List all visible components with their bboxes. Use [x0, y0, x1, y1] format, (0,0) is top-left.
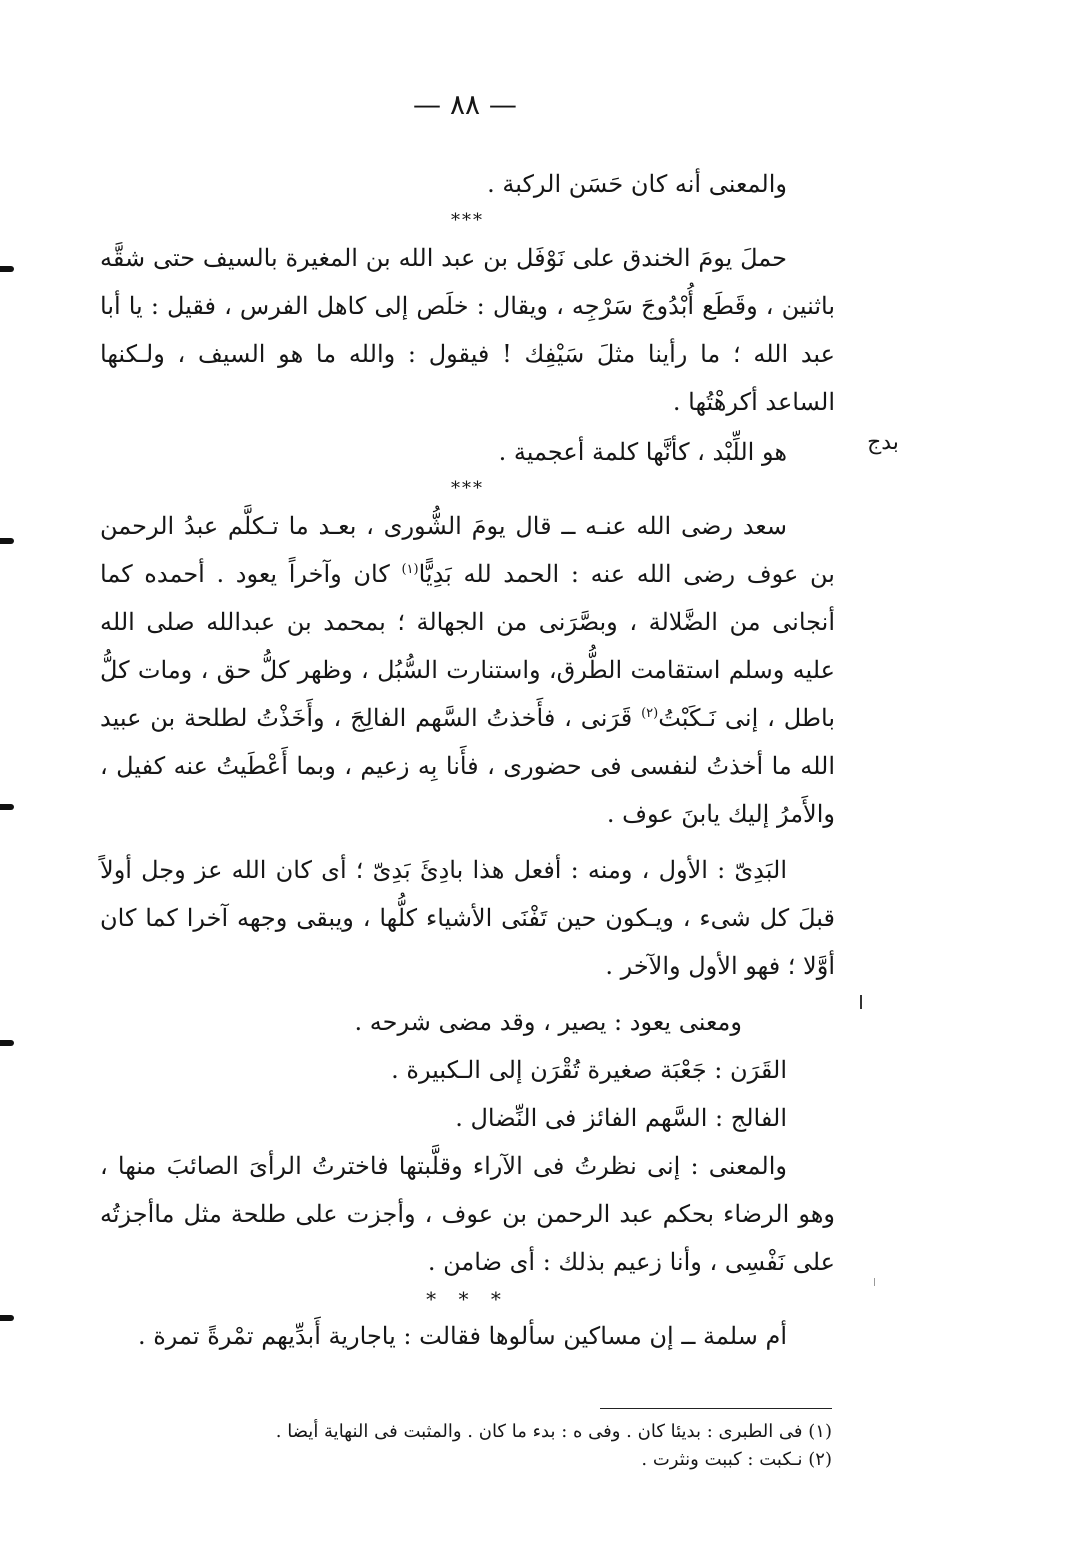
margin-keyword: بدج [867, 430, 899, 455]
scan-speck [874, 1278, 875, 1286]
footnote-2: (٢) نـكبت : كببت ونثرت . [641, 1449, 832, 1470]
main-text [100, 160, 835, 1360]
footnote-ref[interactable]: (٢) [641, 706, 659, 721]
footnote-rule [600, 1408, 832, 1409]
paragraph: الفالج : السَّهم الفائز فى النِّضال . [455, 1104, 787, 1132]
page-number: — ٨٨ — [413, 88, 517, 121]
section-separator: *** [451, 478, 484, 499]
scan-edge-mark [0, 1040, 14, 1046]
footnote-ref[interactable]: (١) [401, 562, 419, 577]
paragraph: والمعنى : إنى نظرتُ فى الآراء وقلَّبتها فاخترتُ الرأىَ الصائبَ منها ، وهو الرضاء بحكم عبد الرحمن بن عوف ، وأجزت على طلحة مثل ماأجزتُه على نَفْسِى ، وأنا زعيم بذلك : أى ضامن . [100, 1152, 835, 1276]
paragraph: القَرَن : جَعْبَة صغيرة تُقْرَن إلى الـكبيرة . [391, 1056, 787, 1084]
footnotes [240, 1418, 832, 1474]
section-separator: * * * [426, 1287, 509, 1311]
paragraph: ومعنى يعود : يصير ، وقد مضى شرحه . [354, 1008, 742, 1036]
section-separator: *** [451, 210, 484, 231]
footnote-1: (١) فى الطبرى : بديئا كان . وفى ه : بدء ما كان . والمثبت فى النهاية أيضا . [275, 1421, 832, 1442]
scan-edge-mark [0, 804, 14, 810]
scan-edge-mark [0, 538, 14, 544]
scan-speck [860, 995, 862, 1009]
paragraph: أم سلمة ــ إن مساكين سألوها فقالت : ياجارية أَبدِّيهم تمْرةً تمرة . [137, 1322, 787, 1350]
paragraph: حملَ يومَ الخندق على نَوْفَل بن عبد الله بن المغيرة بالسيف حتى شقَّه باثنين ، وقَطَع أُبْدُوجَ سَرْجِه ، ويقال : خلَص إلى كاهل الفرس ، فقيل : يا أبا عبد الله ؛ ما رأينا مثلَ سَيْفِك ! فيقول : والله ما هو السيف ، ولـكنها الساعد أكرهْتُها . [100, 244, 835, 416]
paragraph [100, 502, 835, 838]
paragraph: البَدِىّ : الأول ، ومنه : أفعل هذا بادِئَ بَدِىّ ؛ أى كان الله عز وجل أولاً قبلَ كل شىء ، ويـكون حين تَفْنَى الأشياء كلُّها ، ويبقى وجهه آخرا كما كان أوَّلا ؛ فهو الأول والآخر . [100, 856, 835, 980]
paragraph-part: قَرَنى ، فأَخذتُ السَّهم الفالِجَ ، وأَخَذْتُ لطلحة بن عبيد الله ما أخذتُ لنفسى فى حضورى ، فأَنا بِه زعيم ، وبما أَعْطَيتُ عنه كفيل ، والأَمرُ إليك يابنَ عوف . [100, 704, 836, 828]
paragraph: والمعنى أنه كان حَسَن الركبة . [487, 170, 787, 198]
paragraph-part: سعد رضى الله عنـه ــ قال يومَ الشُّورى ، بعـد ما تـكلَّم عبدُ الرحمن بن عوف رضى الله عنه : الحمد لله بَدِيًّا [100, 512, 835, 588]
scan-edge-mark [0, 1315, 14, 1321]
paragraph: هو اللِّبْد ، كأنَّها كلمة أعجمية . [498, 438, 787, 466]
paragraph-part: كان وآخراً يعود . أحمده كما أنجانى من الضَّلالة ، وبصَّرَنى من الجهالة ؛ بمحمد بن عبدالله صلى الله عليه وسلم استقامت الطُّرق، واستنارت السُّبُل ، وظهر كلُّ حق ، ومات كلُّ باطل ، إنى نَـكَبْتُ [100, 560, 836, 732]
scan-edge-mark [0, 266, 14, 272]
